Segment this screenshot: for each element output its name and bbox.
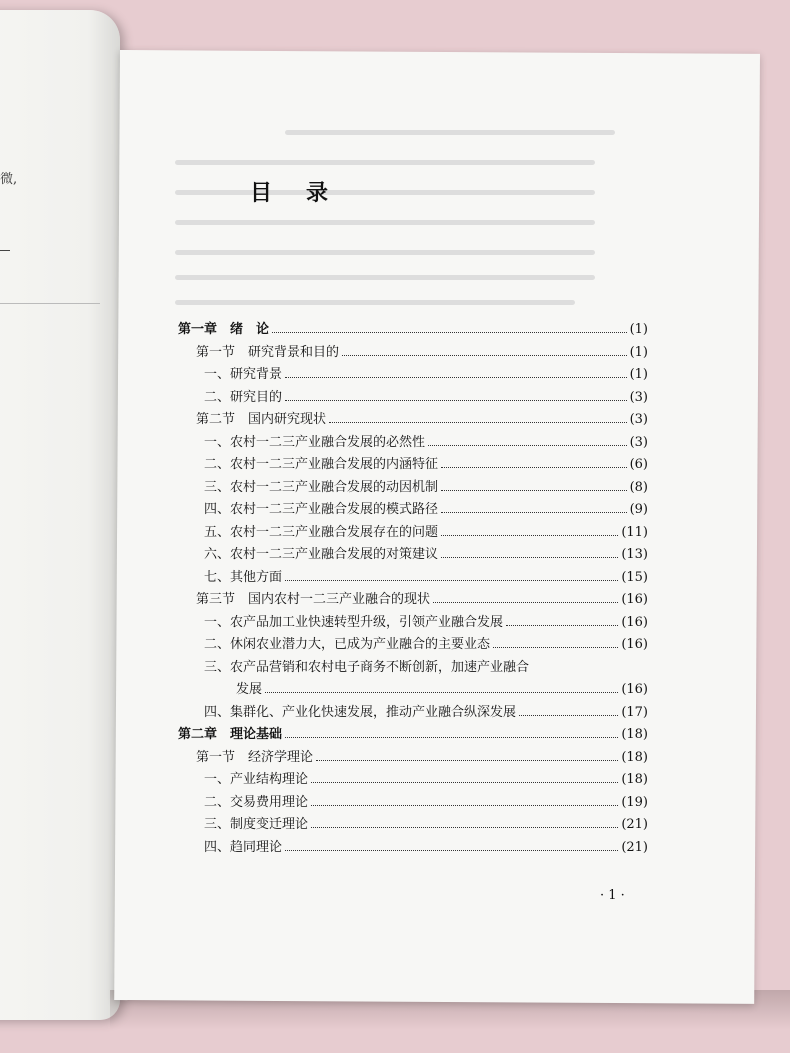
toc-page-number: (6) <box>629 457 648 472</box>
toc-leader-dots <box>441 480 627 491</box>
toc-item <box>204 836 648 858</box>
toc-entry-text: 二、农村一二三产业融合发展的内涵特征 <box>204 457 439 472</box>
toc-entry-text: 第二章 理论基础 <box>178 727 283 742</box>
toc-item <box>204 701 648 723</box>
toc-page-number: (16) <box>621 592 648 607</box>
toc-section <box>196 341 648 363</box>
toc-entry-text: 五、农村一二三产业融合发展存在的问题 <box>204 524 439 540</box>
toc-leader-dots <box>311 772 618 783</box>
toc-page-number: (1) <box>629 367 648 382</box>
toc-page-number: (11) <box>621 524 648 540</box>
toc-leader-dots <box>428 435 627 446</box>
toc-page-number: (18) <box>621 772 648 787</box>
toc-page-number: (17) <box>621 704 648 720</box>
toc-entry-text: 第二节 国内研究现状 <box>196 412 327 427</box>
toc-entry-text: 一、研究背景 <box>204 367 283 382</box>
toc-page-number: (15) <box>621 569 648 585</box>
toc-entry-text: 二、交易费用理论 <box>204 794 309 810</box>
toc-section <box>196 408 648 430</box>
toc-page-number: (9) <box>629 502 648 517</box>
toc-item <box>204 656 648 678</box>
toc-item <box>204 768 648 790</box>
toc-entry-text: 三、农村一二三产业融合发展的动因机制 <box>204 479 439 495</box>
toc-page-number: (21) <box>621 839 648 855</box>
left-page-text: 微, <box>0 172 18 187</box>
toc-item <box>204 431 648 453</box>
toc-page-number: (3) <box>629 389 648 405</box>
toc-leader-dots <box>311 795 618 806</box>
toc-entry-text: 一、农村一二三产业融合发展的必然性 <box>204 434 426 450</box>
toc-section <box>196 746 648 768</box>
toc-item <box>204 813 648 835</box>
toc-entry-text: 第三节 国内农村一二三产业融合的现状 <box>196 592 431 607</box>
toc-leader-dots <box>285 570 618 581</box>
toc-page-number: (19) <box>621 794 648 810</box>
toc-entry-text: 三、农产品营销和农村电子商务不断创新，加速产业融合 <box>204 659 530 675</box>
toc-entry-text: 第一章 绪 论 <box>178 322 270 337</box>
toc-entry-text: 七、其他方面 <box>204 569 283 585</box>
toc-page-number: (1) <box>629 344 648 360</box>
toc-item <box>204 566 648 588</box>
toc-leader-dots <box>265 682 618 693</box>
toc-leader-dots <box>285 840 618 851</box>
toc-leader-dots <box>493 637 618 648</box>
toc-leader-dots <box>285 727 618 738</box>
toc-page-number: (16) <box>621 682 648 697</box>
toc-page-number: (13) <box>621 547 648 562</box>
toc-leader-dots <box>272 322 627 333</box>
toc-entry-text: 第一节 研究背景和目的 <box>196 344 340 360</box>
toc-leader-dots <box>519 705 618 716</box>
toc-item <box>204 543 648 565</box>
toc-entry-text: 四、趋同理论 <box>204 839 283 855</box>
toc-page-number: (3) <box>629 434 648 450</box>
toc-page-number: (8) <box>629 479 648 495</box>
toc-page-number: (18) <box>621 727 648 742</box>
toc-item <box>204 386 648 408</box>
toc-page-number: (21) <box>621 817 648 832</box>
toc-leader-dots <box>311 817 618 828</box>
toc-entry-text: 四、农村一二三产业融合发展的模式路径 <box>204 502 439 517</box>
page-title: 目录 <box>250 180 363 206</box>
toc-leader-dots <box>285 390 627 401</box>
toc-page-number: (1) <box>629 322 648 337</box>
toc-leader-dots <box>441 502 627 513</box>
toc-entry-text: 一、农产品加工业快速转型升级，引领产业融合发展 <box>204 614 504 630</box>
toc-item <box>204 521 648 543</box>
toc-entry-text: 三、制度变迁理论 <box>204 817 309 832</box>
toc-page-number: (16) <box>621 614 648 630</box>
toc-leader-dots <box>441 457 627 468</box>
toc-page-number: (18) <box>621 749 648 765</box>
toc-leader-dots <box>285 367 627 378</box>
left-page-rule <box>0 303 100 304</box>
toc-leader-dots <box>342 345 627 356</box>
toc-chapter <box>178 318 648 340</box>
toc-page-number: (16) <box>621 637 648 652</box>
left-page-dash <box>0 250 10 251</box>
toc-item <box>204 791 648 813</box>
toc-leader-dots <box>506 615 618 626</box>
left-page <box>0 10 120 1020</box>
toc-page-number: (3) <box>629 412 648 427</box>
toc-leader-dots <box>441 525 618 536</box>
toc-entry-text: 二、休闲农业潜力大，已成为产业融合的主要业态 <box>204 637 491 652</box>
toc-entry-text: 二、研究目的 <box>204 389 283 405</box>
toc-item <box>204 363 648 385</box>
toc-item <box>204 453 648 475</box>
toc-item <box>204 633 648 655</box>
toc-entry-text: 发展 <box>236 682 263 697</box>
toc-item <box>204 476 648 498</box>
toc-leader-dots <box>329 412 627 423</box>
toc-item <box>236 678 648 700</box>
toc-chapter <box>178 723 648 745</box>
toc-leader-dots <box>433 592 618 603</box>
toc-leader-dots <box>441 547 618 558</box>
toc-item <box>204 611 648 633</box>
page-number: · 1 · <box>600 888 625 903</box>
toc-entry-text: 第一节 经济学理论 <box>196 749 314 765</box>
toc-item <box>204 498 648 520</box>
toc-entry-text: 六、农村一二三产业融合发展的对策建议 <box>204 547 439 562</box>
toc-section <box>196 588 648 610</box>
toc-leader-dots <box>316 750 618 761</box>
toc-entry-text: 四、集群化、产业化快速发展，推动产业融合纵深发展 <box>204 704 517 720</box>
toc-entry-text: 一、产业结构理论 <box>204 772 309 787</box>
